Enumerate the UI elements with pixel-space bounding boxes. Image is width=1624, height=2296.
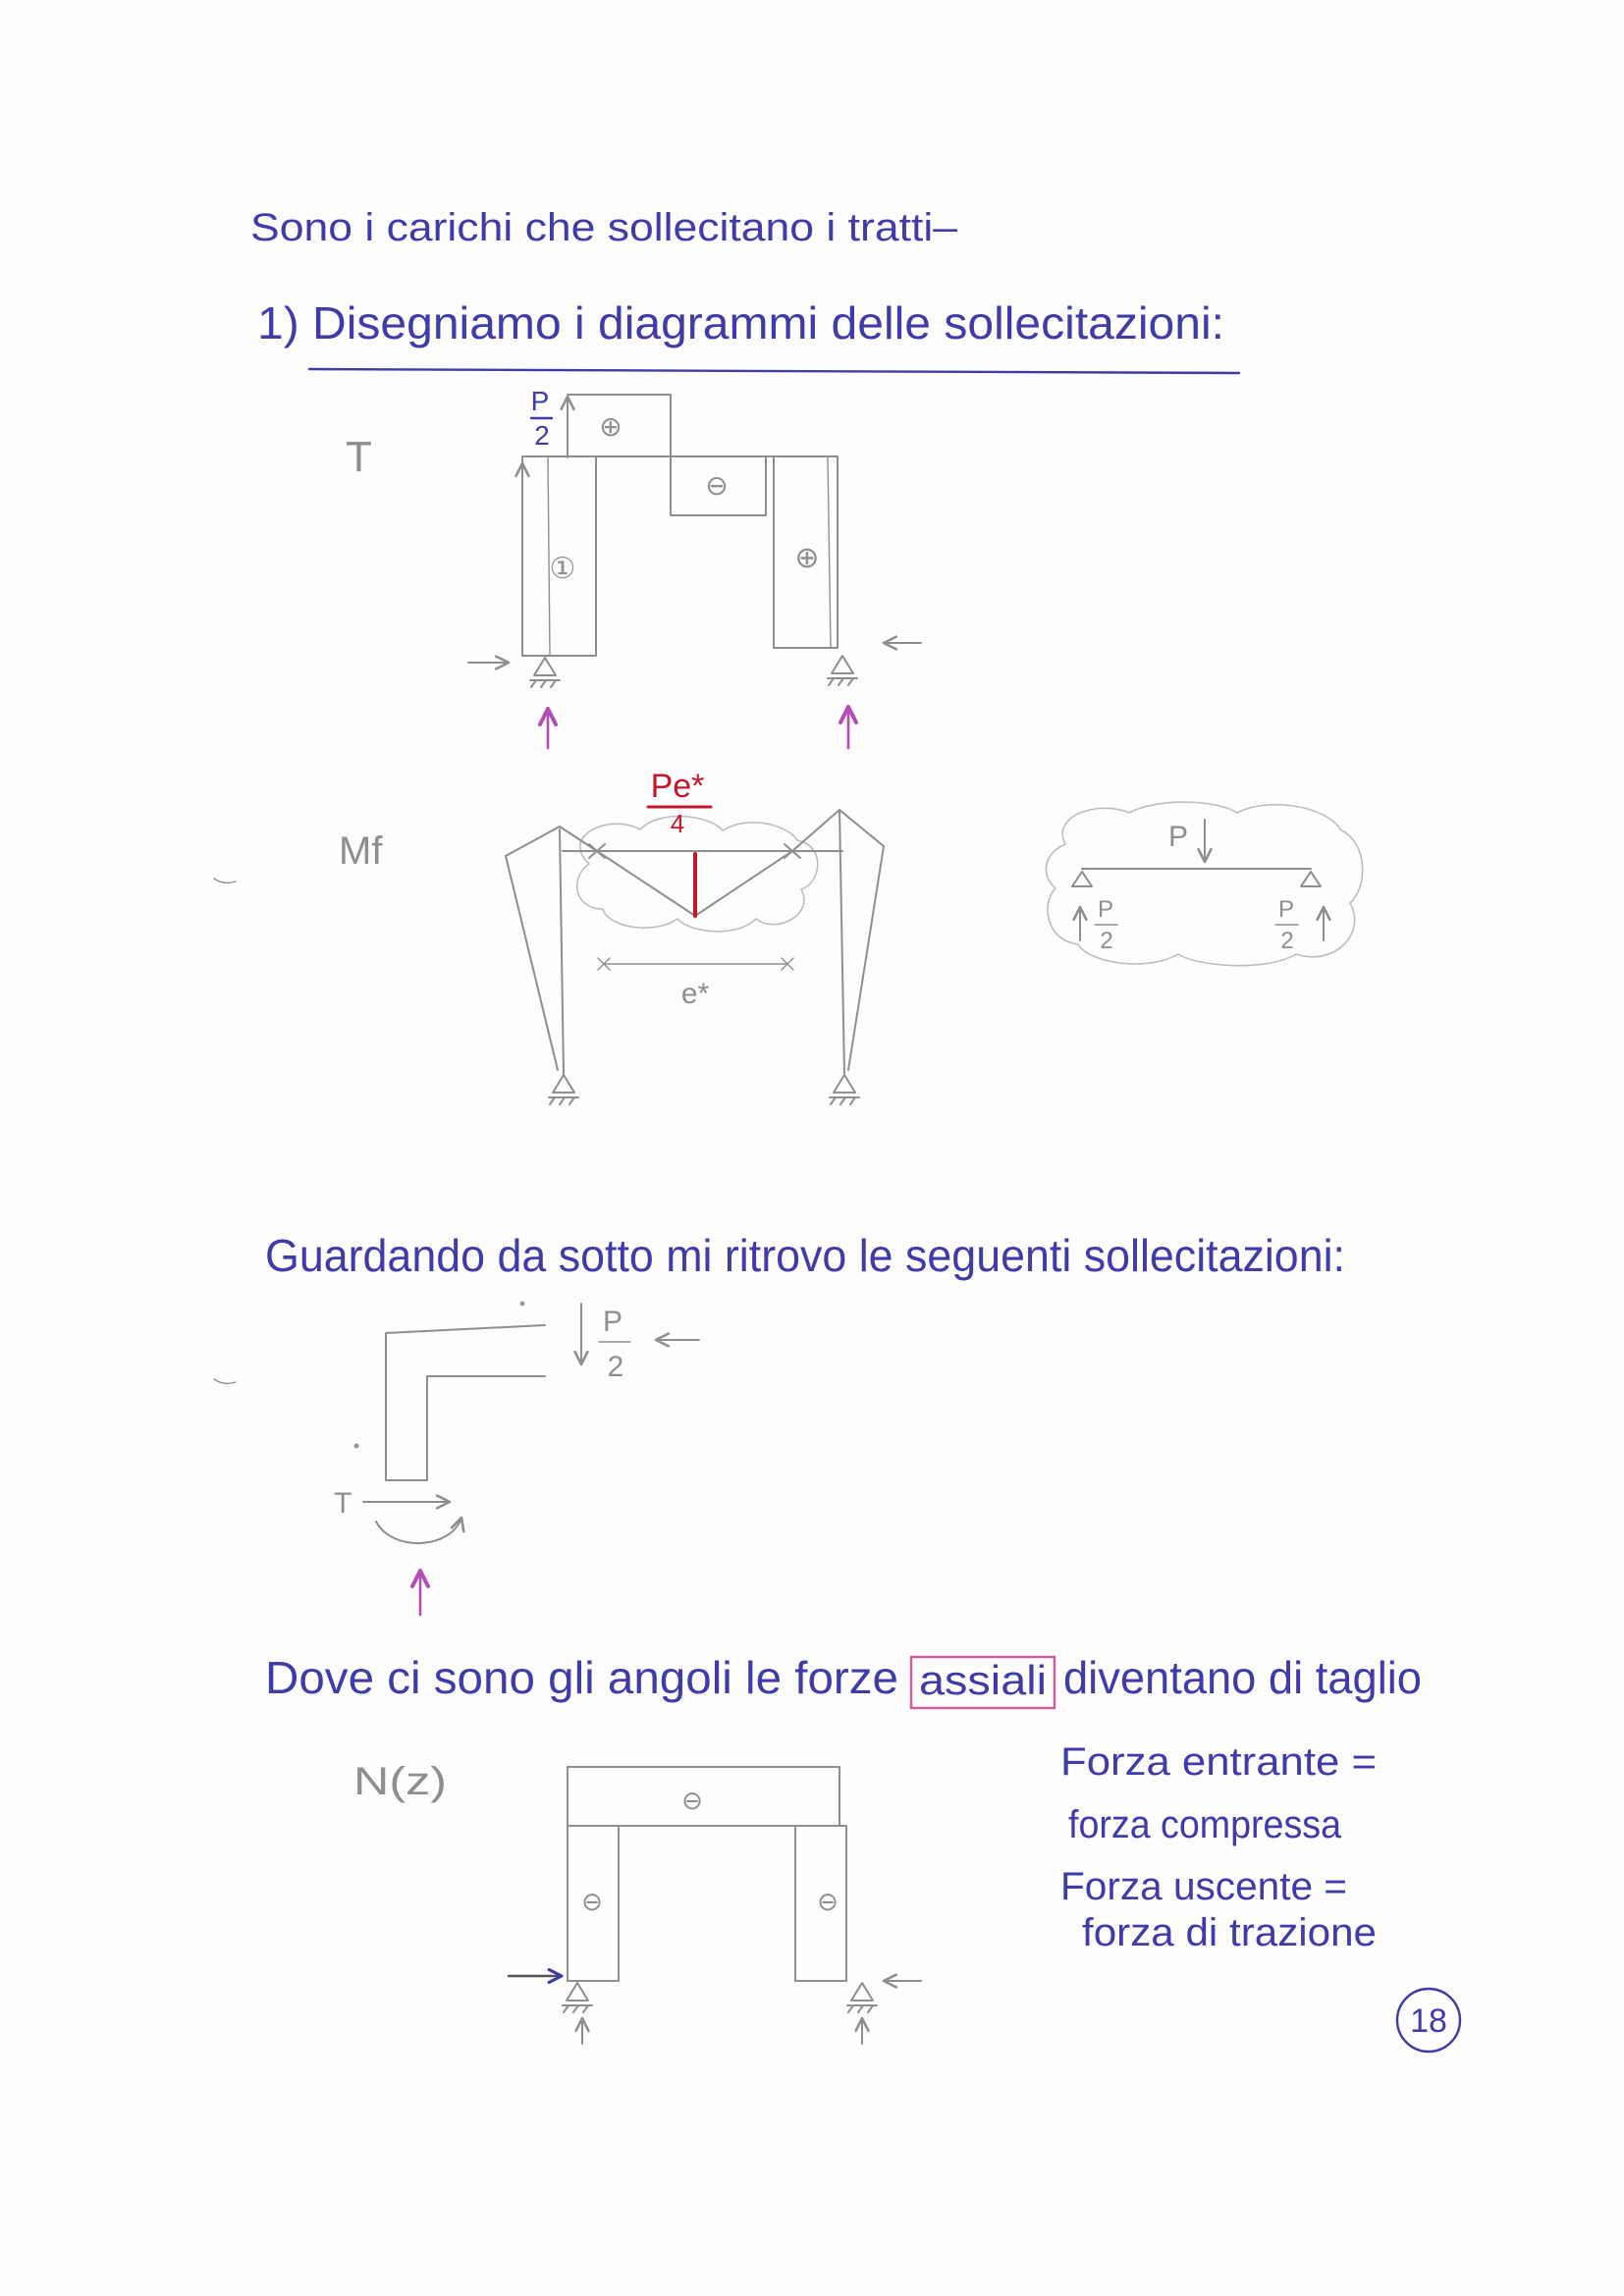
point-load-label: P xyxy=(1167,821,1189,853)
right-column-axis xyxy=(828,456,831,648)
beam-sketch xyxy=(1046,802,1362,966)
right-hinge-support-icon xyxy=(830,1075,859,1104)
right-reaction-numerator: P xyxy=(1277,896,1295,923)
load-numerator: P xyxy=(602,1306,623,1338)
side-note-line: Forza entrante = xyxy=(1060,1740,1377,1784)
load-numerator: P xyxy=(530,386,550,416)
left-reaction-numerator: P xyxy=(1097,896,1114,923)
shear-label: T xyxy=(334,1487,352,1520)
corner-frame-outline xyxy=(386,1325,545,1480)
page-number: 18 xyxy=(1410,2002,1447,2040)
right-reaction-denominator: 2 xyxy=(1280,928,1294,954)
right-column-sign: ⊖ xyxy=(817,1888,839,1917)
left-column-sign: ① xyxy=(549,552,576,586)
corner-sketch xyxy=(334,1302,699,1616)
right-column-moment-line xyxy=(848,846,884,1070)
heading-underline xyxy=(309,369,1239,373)
side-notes xyxy=(1060,1740,1377,1954)
shear-diagram-label: T xyxy=(346,433,372,481)
shear-diagram xyxy=(346,386,921,748)
pencil-dot xyxy=(354,1444,359,1449)
left-reaction-denominator: 2 xyxy=(1100,928,1113,954)
left-hinge-support-icon xyxy=(549,1075,578,1104)
moment-diagram xyxy=(339,768,884,1104)
axial-diagram-label: N(z) xyxy=(353,1760,447,1803)
observation-line: Guardando da sotto mi ritrovo le seguenti sollecitazioni: xyxy=(265,1230,1345,1281)
side-note-line: forza compressa xyxy=(1068,1803,1342,1846)
peak-moment-numerator: Pe* xyxy=(650,768,705,805)
right-corner-moment xyxy=(792,810,884,851)
beam-left-sign: ⊕ xyxy=(599,410,623,443)
section-heading: 1) Disegniamo i diagrammi delle sollecitazioni: xyxy=(257,297,1224,348)
margin-mark xyxy=(214,1379,236,1383)
rule-line-boxed-word: assiali xyxy=(919,1657,1047,1703)
left-column-sign: ⊖ xyxy=(581,1888,603,1917)
rule-line-end: diventano di taglio xyxy=(1063,1652,1422,1703)
side-note-line: forza di trazione xyxy=(1082,1911,1377,1954)
right-hinge-support-icon xyxy=(828,656,857,685)
span-dimension-line xyxy=(598,958,793,970)
left-column-moment-line xyxy=(506,856,558,1070)
right-column xyxy=(839,810,844,1075)
right-support-icon xyxy=(1301,872,1321,886)
rule-line-start: Dove ci sono gli angoli le forze xyxy=(265,1652,898,1703)
moment-diagram-label: Mf xyxy=(339,829,383,873)
right-hinge-support-icon xyxy=(847,1983,877,2012)
beam-middle-sign: ⊖ xyxy=(705,469,729,502)
moment-curved-arrow xyxy=(376,1518,461,1543)
left-hinge-support-icon xyxy=(563,1983,592,2012)
side-note-line: Forza uscente = xyxy=(1060,1865,1347,1908)
intro-line: Sono i carichi che sollecitano i tratti– xyxy=(250,206,958,249)
left-support-icon xyxy=(1072,872,1092,886)
right-column-sign: ⊕ xyxy=(794,541,820,575)
peak-moment-denominator: 4 xyxy=(670,809,685,838)
left-column xyxy=(560,829,564,1075)
span-label: e* xyxy=(680,978,710,1010)
margin-mark xyxy=(214,879,236,882)
left-hinge-support-icon xyxy=(530,658,560,687)
load-denominator: 2 xyxy=(607,1351,624,1383)
axial-diagram xyxy=(353,1760,921,2044)
beam-sign: ⊖ xyxy=(681,1787,703,1816)
pencil-dot xyxy=(520,1302,525,1307)
load-denominator: 2 xyxy=(534,420,550,451)
beam-axial-block xyxy=(568,1767,839,1826)
